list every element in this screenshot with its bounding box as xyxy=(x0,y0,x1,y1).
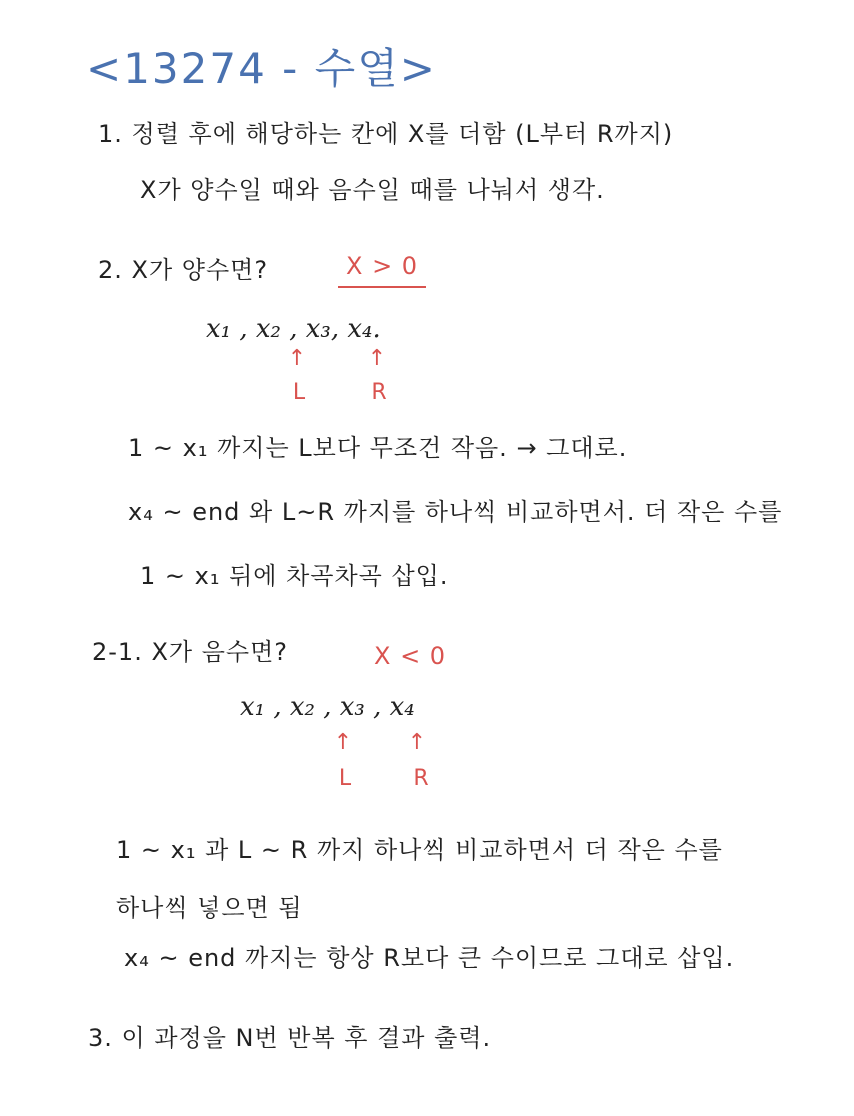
arrow-up-icon: ↑ xyxy=(367,346,387,371)
page-title: <13274 - 수열> xyxy=(86,44,437,93)
step2-1-note1: 1 ~ x₁ 과 L ~ R 까지 하나씩 비교하면서 더 작은 수를 xyxy=(116,836,723,864)
arrow-up-icon: ↑ xyxy=(287,346,307,371)
step2-sequence: x₁ , x₂ , x₃, x₄. xyxy=(206,314,381,344)
step2-1-condition: X < 0 xyxy=(374,642,447,670)
arrow-up-icon: ↑ xyxy=(407,730,427,755)
step2-1-note3: x₄ ~ end 까지는 항상 R보다 큰 수이므로 그대로 삽입. xyxy=(124,944,735,972)
step1-line1: 1. 정렬 후에 해당하는 칸에 X를 더함 (L부터 R까지) xyxy=(98,120,674,148)
step2-1-heading: 2-1. X가 음수면? xyxy=(92,638,289,666)
step2-1-note2: 하나씩 넣으면 됨 xyxy=(116,894,303,922)
step3-line: 3. 이 과정을 N번 반복 후 결과 출력. xyxy=(88,1024,492,1052)
step1-line2: X가 양수일 때와 음수일 때를 나눠서 생각. xyxy=(140,176,605,204)
step2-condition: X > 0 xyxy=(346,252,419,280)
arrow-up-icon: ↑ xyxy=(333,730,353,755)
step2-1-label-r: R xyxy=(413,766,429,791)
step2-label-l: L xyxy=(292,380,306,405)
step2-1-sequence: x₁ , x₂ , x₃ , x₄ xyxy=(240,692,415,722)
step2-note2: x₄ ~ end 와 L~R 까지를 하나씩 비교하면서. 더 작은 수를 xyxy=(128,498,783,526)
step2-note3: 1 ~ x₁ 뒤에 차곡차곡 삽입. xyxy=(140,562,449,590)
step2-heading: 2. X가 양수면? xyxy=(98,256,269,284)
step2-1-label-l: L xyxy=(338,766,352,791)
step2-label-r: R xyxy=(371,380,387,405)
step2-note1: 1 ~ x₁ 까지는 L보다 무조건 작음. → 그대로. xyxy=(128,434,628,462)
step2-condition-underline xyxy=(338,286,426,288)
